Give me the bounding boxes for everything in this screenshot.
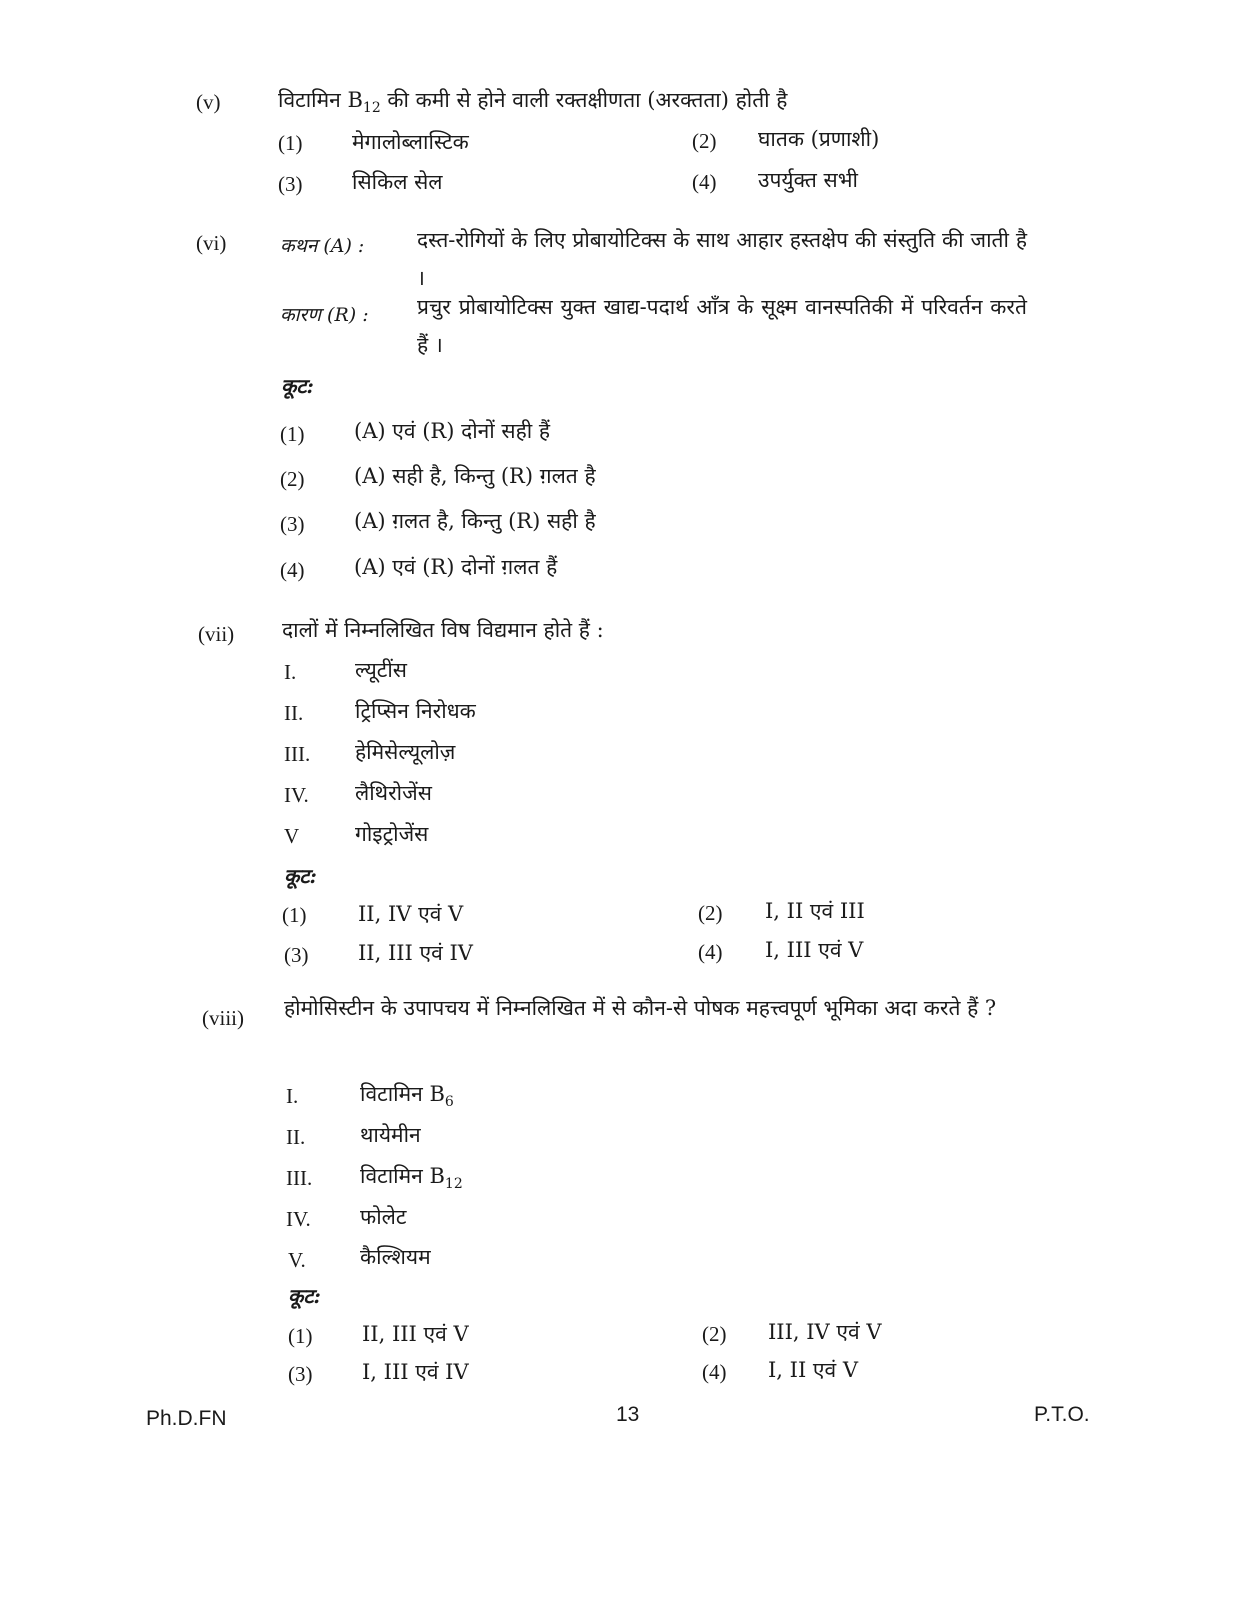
option-number: (4)	[692, 170, 717, 194]
item-text: फोलेट	[360, 1205, 407, 1229]
question-number: (v)	[196, 90, 221, 114]
option-number: (3)	[288, 1362, 313, 1386]
option-text: (A) सही है, किन्तु (R) ग़लत है	[354, 464, 596, 488]
option-text: सिकिल सेल	[352, 170, 443, 194]
option-text: उपर्युक्त सभी	[758, 168, 858, 192]
option-number: (4)	[702, 1360, 727, 1384]
option-number: (3)	[280, 512, 305, 536]
option-text: (A) एवं (R) दोनों ग़लत हैं	[354, 555, 558, 579]
item-text: विटामिन $B_{12}$	[360, 1164, 463, 1193]
page-number: 13	[616, 1403, 640, 1426]
pto-note: P.T.O.	[1034, 1403, 1090, 1426]
item-text: थायेमीन	[360, 1123, 421, 1147]
code-label: कूट:	[288, 1284, 321, 1308]
option-number: (1)	[278, 131, 303, 155]
item-number: I.	[286, 1084, 299, 1108]
item-number: IV.	[284, 783, 309, 807]
item-number: III.	[286, 1166, 313, 1190]
option-number: (1)	[280, 422, 305, 446]
item-number: II.	[284, 701, 304, 725]
question-number: (vi)	[196, 231, 227, 255]
question-stem: विटामिन $B_{12}$ की कमी से होने वाली रक्तक्षीणता (अरक्तता) होती है	[278, 88, 788, 117]
option-text: मेगालोब्लास्टिक	[352, 130, 469, 154]
option-text: I, II एवं V	[768, 1358, 859, 1382]
option-text: II, IV एवं V	[358, 902, 464, 926]
reason-text: प्रचुर प्रोबायोटिक्स युक्त खाद्य-पदार्थ आँत्र के सूक्ष्म वानस्पतिकी में परिवर्तन करते हैं ।	[417, 295, 1027, 357]
question-number: (vii)	[198, 622, 235, 646]
item-number: V	[284, 824, 300, 848]
option-text: II, III एवं V	[362, 1322, 469, 1346]
option-text: III, IV एवं V	[768, 1320, 882, 1344]
option-text: I, II एवं III	[765, 899, 865, 923]
item-text: कैल्शियम	[360, 1245, 431, 1269]
item-text: ल्यूटींस	[355, 658, 407, 682]
option-text: I, III एवं IV	[362, 1360, 469, 1384]
option-number: (4)	[698, 940, 723, 964]
question-stem: दालों में निम्नलिखित विष विद्यमान होते हैं :	[282, 618, 604, 642]
option-text: (A) एवं (R) दोनों सही हैं	[354, 419, 551, 443]
assertion-label: कथन (A) :	[280, 235, 365, 257]
option-text: घातक (प्रणाशी)	[758, 127, 880, 151]
question-stem: होमोसिस्टीन के उपापचय में निम्नलिखित में से कौन-से पोषक महत्त्वपूर्ण भूमिका अदा करते हैं ?	[284, 996, 997, 1020]
code-label: कूट:	[281, 374, 314, 398]
item-text: गोइट्रोजेंस	[355, 822, 429, 846]
option-text: (A) ग़लत है, किन्तु (R) सही है	[354, 509, 596, 533]
item-text: लैथिरोजेंस	[355, 781, 432, 805]
option-number: (2)	[702, 1322, 727, 1346]
question-number: (viii)	[202, 1006, 244, 1030]
option-number: (2)	[280, 467, 305, 491]
item-number: II.	[286, 1125, 306, 1149]
item-number: IV.	[286, 1207, 311, 1231]
item-number: III.	[284, 742, 311, 766]
item-text: विटामिन $B_6$	[360, 1082, 454, 1111]
assertion-text: दस्त-रोगियों के लिए प्रोबायोटिक्स के साथ आहार हस्तक्षेप की संस्तुति की जाती है ।	[417, 228, 1027, 290]
item-text: हेमिसेल्यूलोज़	[355, 740, 456, 764]
reason-label: कारण (R) :	[280, 304, 369, 326]
option-text: I, III एवं V	[765, 938, 864, 962]
paper-code: Ph.D.FN	[146, 1407, 227, 1430]
code-label: कूट:	[284, 864, 317, 888]
item-number: I.	[284, 660, 297, 684]
option-number: (2)	[698, 901, 723, 925]
option-text: II, III एवं IV	[358, 941, 473, 965]
option-number: (2)	[692, 129, 717, 153]
option-number: (3)	[278, 172, 303, 196]
item-number: V.	[288, 1248, 306, 1272]
option-number: (1)	[288, 1324, 313, 1348]
option-number: (3)	[284, 943, 309, 967]
option-number: (4)	[280, 558, 305, 582]
option-number: (1)	[282, 903, 307, 927]
item-text: ट्रिप्सिन निरोधक	[355, 699, 476, 723]
